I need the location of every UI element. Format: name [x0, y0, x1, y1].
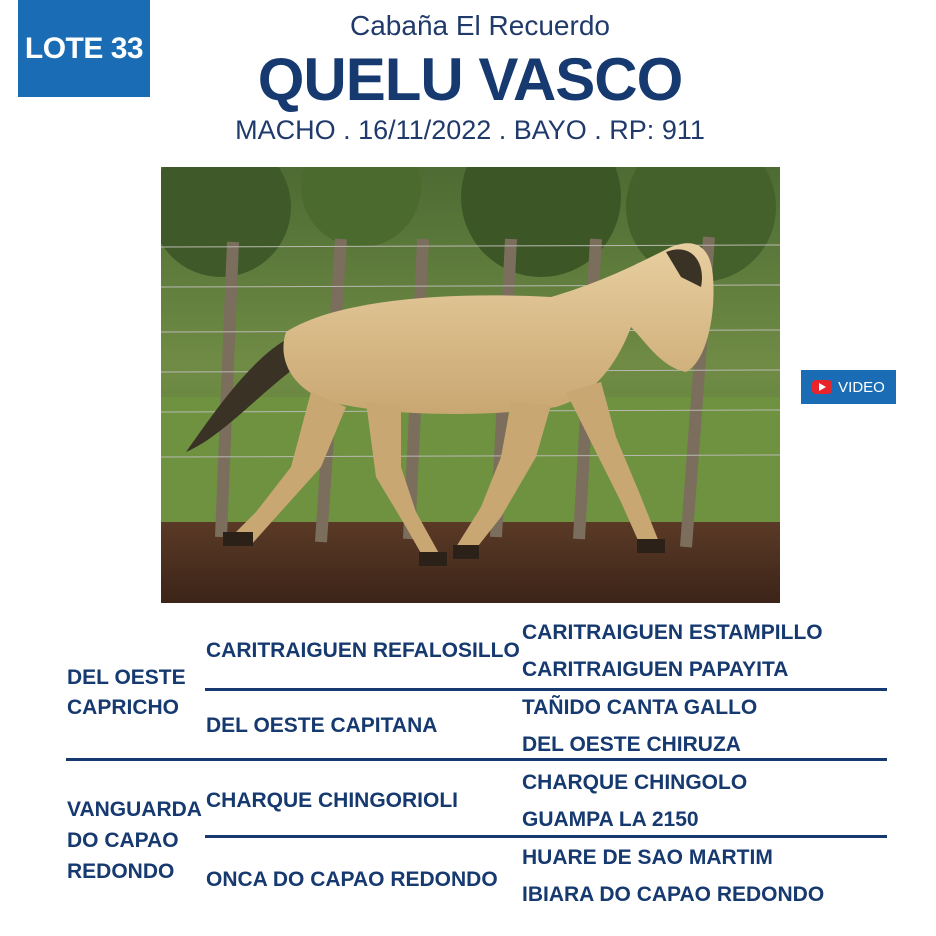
breeder-name: Cabaña El Recuerdo	[350, 10, 610, 41]
dsd: GUAMPA LA 2150	[522, 808, 699, 831]
sdd: DEL OESTE CHIRUZA	[522, 733, 741, 756]
horse-info: MACHO . 16/11/2022 . BAYO . RP: 911	[235, 115, 705, 145]
youtube-play-icon	[812, 380, 832, 394]
horse-photo	[161, 167, 780, 603]
dam-name-line2: DO CAPAO	[67, 829, 179, 852]
dam-sire: CHARQUE CHINGORIOLI	[206, 789, 458, 812]
ddd: IBIARA DO CAPAO REDONDO	[522, 883, 825, 906]
dam-name-line1: VANGUARDA	[67, 798, 202, 821]
dam-dam: ONCA DO CAPAO REDONDO	[206, 868, 498, 891]
divider	[205, 835, 887, 838]
ssd: CARITRAIGUEN PAPAYITA	[522, 658, 789, 681]
sire-name-line1: DEL OESTE	[67, 666, 186, 689]
dss: CHARQUE CHINGOLO	[522, 771, 748, 794]
sire-dam: DEL OESTE CAPITANA	[206, 714, 438, 737]
sire-name-line2: CAPRICHO	[67, 696, 180, 719]
sds: TAÑIDO CANTA GALLO	[522, 696, 758, 719]
dam-name-line3: REDONDO	[67, 860, 175, 883]
divider	[66, 758, 887, 761]
lot-badge: LOTE 33	[18, 0, 150, 97]
divider	[205, 688, 887, 691]
dds: HUARE DE SAO MARTIM	[522, 846, 773, 869]
sire-sire: CARITRAIGUEN REFALOSILLO	[206, 639, 520, 662]
horse-name: QUELU VASCO	[257, 46, 683, 113]
sss: CARITRAIGUEN ESTAMPILLO	[522, 621, 823, 644]
video-label: VIDEO	[838, 378, 885, 396]
video-button[interactable]	[801, 370, 896, 404]
